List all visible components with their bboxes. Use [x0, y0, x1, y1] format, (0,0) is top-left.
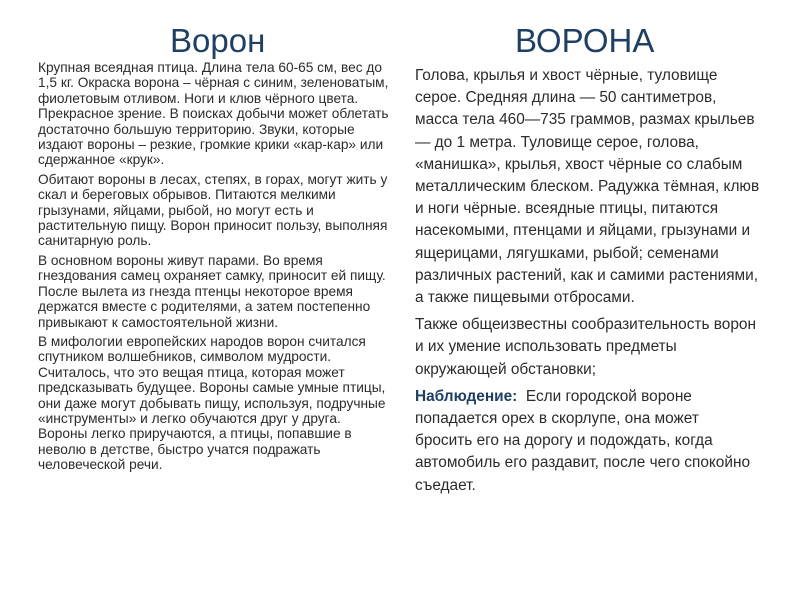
- left-body: [38, 60, 390, 477]
- right-paragraph-2: Также общеизвестны сообразительность ворон и их умение использовать предметы окружающей обстановки;: [415, 316, 756, 378]
- left-title: Ворон: [170, 22, 266, 59]
- right-body: [415, 65, 760, 502]
- observation-label: Наблюдение:: [415, 387, 518, 405]
- left-paragraph-3: В основном вороны живут парами. Во время гнездования самец охраняет самку, приносит ей пищу. После вылета из гнезда птенцы некоторое время держатся вместе с родителями, а затем постепенно привыкают к самостоятельной жизни.: [38, 252, 386, 330]
- observation-text: Если городской вороне попадается орех в скорлупе, она может бросить его на дорогу и подождать, когда автомобиль его раздавит, после чего спокойно съедает.: [415, 387, 751, 494]
- right-paragraph-1: Голова, крылья и хвост чёрные, туловище серое. Средняя длина — 50 сантиметров, масса тела 460—735 граммов, размах крыльев — до 1 метра. Туловище серое, голова, «манишка», крылья, хвост чёрные со слабым металлическим блеском. Радужка тёмная, клюв и ноги чёрные. всеядные птицы, питаются насекомыми, птенцами и яйцами, грызунами и ящерицами, лягушками, рыбой; семенами различных растений, как и самими растениями, а также пищевыми отбросами.: [415, 67, 760, 307]
- observation-paragraph: [415, 386, 760, 497]
- left-paragraph-4: В мифологии европейских народов ворон считался спутником волшебников, символом мудрости. Считалось, что это вещая птица, которая может предсказывать будущее. Вороны самые умные птицы, они даже могут добывать пищу, используя, подручные «инструменты» и легко обучаются друг у друга. Вороны легко приручаются, а птицы, попавшие в неволю в детстве, быстро учатся подражать человеческой речи.: [38, 333, 386, 473]
- left-paragraph-2: Обитают вороны в лесах, степях, в горах, могут жить у скал и береговых обрывов. Питаются мелкими грызунами, яйцами, рыбой, но могут есть и растительную пищу. Ворон приносит пользу, выполняя санитарную роль.: [38, 171, 388, 249]
- right-title: ВОРОНА: [515, 22, 655, 59]
- left-paragraph-1: Крупная всеядная птица. Длина тела 60-65 см, вес до 1,5 кг. Окраска ворона – чёрная с синим, зеленоватым, фиолетовым отливом. Ноги и клюв чёрного цвета. Прекрасное зрение. В поисках добычи может облетать достаточно большую территорию. Звуки, которые издают вороны – резкие, громкие крики «кар-кар» или сдержанное «крук».: [38, 60, 389, 168]
